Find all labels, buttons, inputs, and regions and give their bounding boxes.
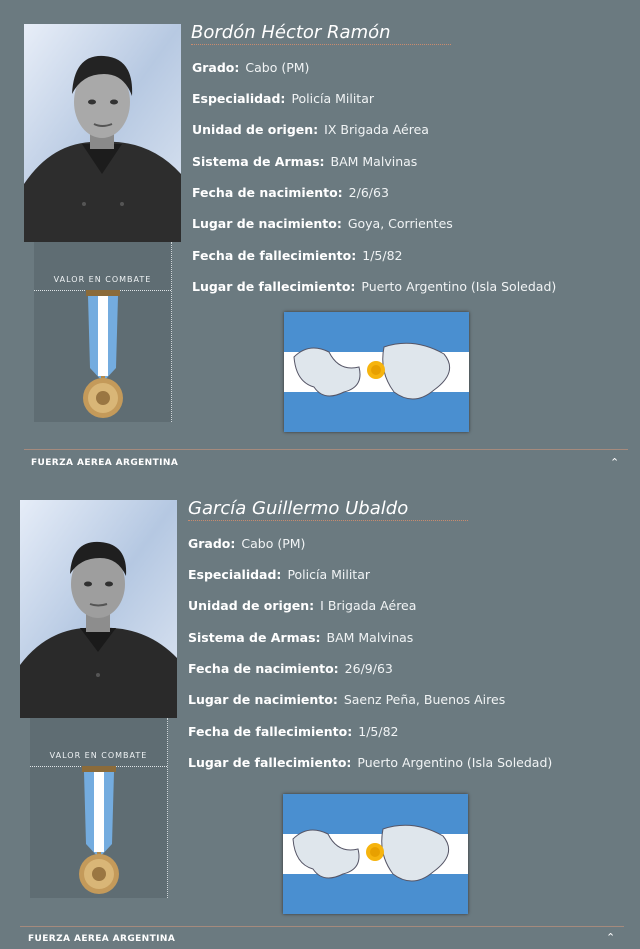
field-value: 26/9/63	[344, 661, 393, 676]
field-label: Fecha de fallecimiento:	[188, 724, 353, 739]
field-sistema-armas	[188, 630, 413, 645]
portrait-image	[24, 24, 181, 242]
field-fecha-fallecimiento	[192, 248, 402, 263]
section-divider	[24, 449, 628, 450]
medal-title: VALOR EN COMBATE	[49, 751, 148, 760]
medal-icon	[68, 766, 130, 896]
soldier-card	[0, 0, 640, 470]
field-fecha-nacimiento	[192, 185, 389, 200]
soldier-name: García Guillermo Ubaldo	[188, 498, 468, 521]
field-label: Fecha de fallecimiento:	[192, 248, 357, 263]
portrait-photo	[24, 24, 181, 242]
section-divider	[20, 926, 624, 927]
field-lugar-nacimiento	[192, 216, 453, 231]
malvinas-flag-image	[283, 794, 468, 914]
field-value: BAM Malvinas	[330, 154, 418, 169]
field-value: Saenz Peña, Buenos Aires	[343, 692, 506, 707]
field-value: 1/5/82	[362, 248, 403, 263]
field-fecha-nacimiento	[188, 661, 393, 676]
field-value: 2/6/63	[348, 185, 389, 200]
field-value: IX Brigada Aérea	[324, 122, 429, 137]
field-value: BAM Malvinas	[326, 630, 414, 645]
field-lugar-fallecimiento	[192, 279, 556, 294]
field-label: Grado:	[188, 536, 236, 551]
field-label: Sistema de Armas:	[188, 630, 321, 645]
medal-panel	[30, 718, 168, 898]
field-label: Unidad de origen:	[192, 122, 319, 137]
field-lugar-fallecimiento	[188, 755, 552, 770]
field-lugar-nacimiento	[188, 692, 505, 707]
field-label: Especialidad:	[192, 91, 286, 106]
field-unidad-origen	[192, 122, 429, 137]
soldier-card	[0, 476, 640, 949]
field-value: Cabo (PM)	[245, 60, 310, 75]
field-value: I Brigada Aérea	[320, 598, 417, 613]
field-value: Policía Militar	[291, 91, 375, 106]
field-unidad-origen	[188, 598, 416, 613]
field-value: Puerto Argentino (Isla Soledad)	[357, 755, 553, 770]
field-especialidad	[192, 91, 374, 106]
field-value: Puerto Argentino (Isla Soledad)	[361, 279, 557, 294]
field-value: Cabo (PM)	[241, 536, 306, 551]
field-label: Unidad de origen:	[188, 598, 315, 613]
section-footer-label: FUERZA AEREA ARGENTINA	[31, 458, 179, 468]
field-label: Grado:	[192, 60, 240, 75]
section-footer-label: FUERZA AEREA ARGENTINA	[28, 934, 176, 944]
field-grado	[192, 60, 309, 75]
field-label: Lugar de nacimiento:	[188, 692, 338, 707]
field-fecha-fallecimiento	[188, 724, 398, 739]
soldier-name: Bordón Héctor Ramón	[191, 22, 451, 45]
field-value: 1/5/82	[358, 724, 399, 739]
medal-panel	[34, 242, 172, 422]
field-label: Especialidad:	[188, 567, 282, 582]
portrait-photo	[20, 500, 177, 718]
malvinas-flag-image	[284, 312, 469, 432]
medal-title: VALOR EN COMBATE	[53, 275, 152, 284]
field-label: Sistema de Armas:	[192, 154, 325, 169]
field-label: Lugar de fallecimiento:	[192, 279, 356, 294]
portrait-image	[20, 500, 177, 718]
field-value: Goya, Corrientes	[347, 216, 453, 231]
field-especialidad	[188, 567, 370, 582]
field-grado	[188, 536, 305, 551]
field-label: Lugar de nacimiento:	[192, 216, 342, 231]
chevron-up-icon[interactable]: ⌃	[606, 931, 616, 944]
field-label: Fecha de nacimiento:	[192, 185, 343, 200]
field-label: Lugar de fallecimiento:	[188, 755, 352, 770]
field-sistema-armas	[192, 154, 417, 169]
field-label: Fecha de nacimiento:	[188, 661, 339, 676]
field-value: Policía Militar	[287, 567, 371, 582]
chevron-up-icon[interactable]: ⌃	[610, 456, 620, 469]
medal-icon	[72, 290, 134, 420]
